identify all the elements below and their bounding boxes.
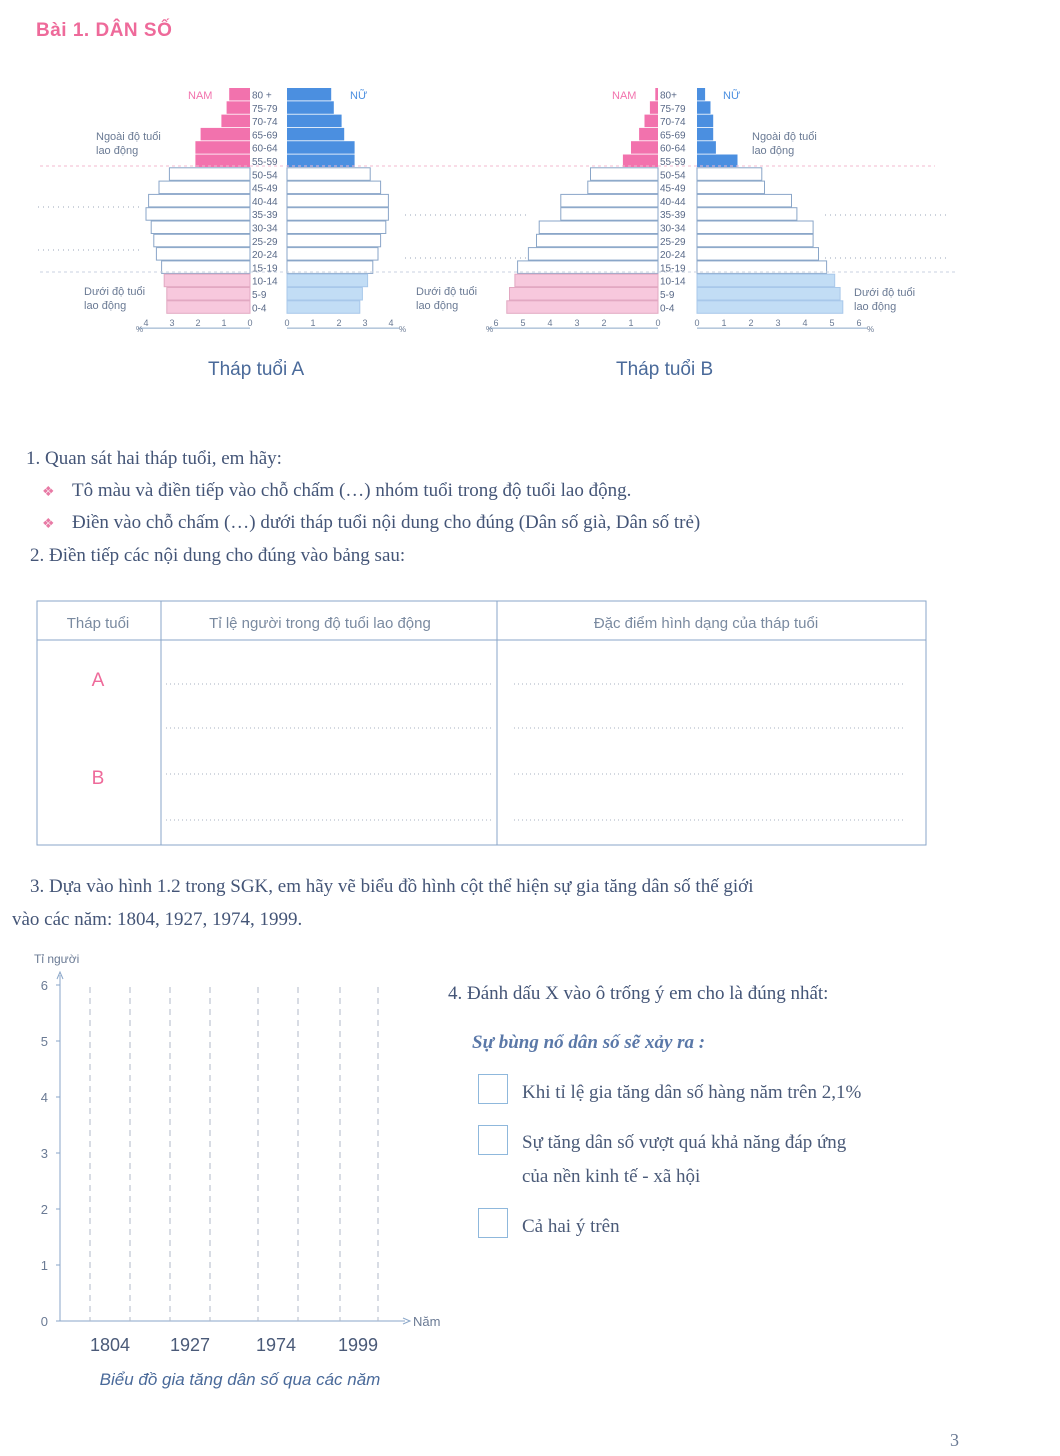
outside-working-label-a1: Ngoài độ tuổi xyxy=(96,131,161,143)
option-1-checkbox[interactable] xyxy=(478,1074,508,1104)
under-working-label-b3: Dưới độ tuổi xyxy=(854,287,916,299)
question-1-item-2: ❖ Điền vào chỗ chấm (…) dưới tháp tuổi nội dung cho đúng (Dân số già, Dân số trẻ) xyxy=(42,512,701,533)
age-label-70-74: 70-74 xyxy=(660,117,686,129)
bar-female-0-4 xyxy=(287,301,360,314)
bar-male-60-64 xyxy=(631,141,658,154)
bar-male-20-24 xyxy=(156,248,250,261)
bar-male-75-79 xyxy=(650,101,658,114)
bar-female-25-29 xyxy=(287,234,381,247)
tick-left-3: 3 xyxy=(574,318,580,329)
age-label-5-9: 5-9 xyxy=(660,290,675,301)
tick-left-1: 1 xyxy=(221,318,227,329)
bar-female-50-54 xyxy=(287,168,370,181)
bar-male-80 + xyxy=(229,88,250,101)
tick-right-6: 6 xyxy=(856,318,862,329)
age-label-55-59: 55-59 xyxy=(252,157,278,168)
question-3-line-1: 3. Dựa vào hình 1.2 trong SGK, em hãy vẽ biểu đồ hình cột thể hiện sự gia tăng dân số thế giới xyxy=(30,876,754,897)
y-tick-2: 2 xyxy=(40,1202,48,1217)
option-3-label: Cả hai ý trên xyxy=(522,1216,620,1237)
age-label-10-14: 10-14 xyxy=(252,276,278,288)
bar-male-40-44 xyxy=(149,194,250,207)
outside-working-label-b1: Ngoài độ tuổi xyxy=(752,131,817,143)
age-label-75-79: 75-79 xyxy=(660,103,686,115)
bar-male-70-74 xyxy=(221,115,250,128)
bar-male-80+ xyxy=(655,88,658,101)
bar-male-35-39 xyxy=(146,208,250,221)
bar-female-80+ xyxy=(697,88,705,101)
age-label-55-59: 55-59 xyxy=(660,157,686,168)
y-tick-0: 0 xyxy=(40,1314,48,1329)
percent-left: % xyxy=(486,325,494,335)
bar-male-25-29 xyxy=(154,234,250,247)
age-label-15-19: 15-19 xyxy=(252,263,278,275)
bar-male-65-69 xyxy=(201,128,250,140)
bar-female-30-34 xyxy=(697,221,813,234)
percent-left: % xyxy=(136,325,144,335)
bar-male-25-29 xyxy=(537,234,659,247)
bar-female-75-79 xyxy=(697,101,711,114)
question-3-line-2: vào các năm: 1804, 1927, 1974, 1999. xyxy=(12,909,303,930)
age-pyramids xyxy=(0,70,1060,400)
under-working-label-a2: lao động xyxy=(84,300,127,312)
option-3-checkbox[interactable] xyxy=(478,1208,508,1238)
bar-male-60-64 xyxy=(195,141,250,154)
tick-left-4: 4 xyxy=(547,318,553,329)
tick-right-1: 1 xyxy=(310,318,316,329)
bar-male-50-54 xyxy=(591,168,659,181)
age-label-60-64: 60-64 xyxy=(252,143,278,155)
age-label-40-44: 40-44 xyxy=(252,196,278,208)
tick-left-3: 3 xyxy=(169,318,175,329)
bullet-icon: ❖ xyxy=(42,517,55,532)
bar-male-0-4 xyxy=(507,301,658,314)
option-2-label: Sự tăng dân số vượt quá khả năng đáp ứng xyxy=(522,1132,847,1153)
percent-right: % xyxy=(399,325,407,335)
tick-left-0: 0 xyxy=(247,318,253,329)
bar-female-60-64 xyxy=(697,141,716,154)
tick-right-4: 4 xyxy=(802,318,808,329)
bar-female-20-24 xyxy=(287,248,378,261)
bar-female-55-59 xyxy=(287,155,355,168)
bar-female-55-59 xyxy=(697,155,738,168)
age-label-0-4: 0-4 xyxy=(252,303,267,315)
tick-left-2: 2 xyxy=(195,318,201,329)
tick-left-6: 6 xyxy=(493,318,499,329)
bar-female-45-49 xyxy=(697,181,765,194)
bar-male-55-59 xyxy=(195,155,250,168)
bar-male-75-79 xyxy=(227,101,250,114)
age-label-45-49: 45-49 xyxy=(252,183,278,195)
bar-female-45-49 xyxy=(287,181,381,194)
bar-male-10-14 xyxy=(164,274,250,287)
age-label-45-49: 45-49 xyxy=(660,183,686,195)
bar-male-30-34 xyxy=(151,221,250,234)
tick-left-5: 5 xyxy=(520,318,526,329)
outside-working-label-b2: lao động xyxy=(752,145,795,157)
bar-male-20-24 xyxy=(528,248,658,261)
question-4-subtitle: Sự bùng nổ dân số sẽ xảy ra : xyxy=(472,1032,706,1053)
age-label-80+: 80+ xyxy=(660,90,677,102)
y-tick-5: 5 xyxy=(40,1034,48,1049)
age-label-20-24: 20-24 xyxy=(660,250,686,262)
female-label: NỮ xyxy=(723,90,741,102)
age-label-65-69: 65-69 xyxy=(660,130,686,142)
tick-right-3: 3 xyxy=(362,318,368,329)
bar-female-40-44 xyxy=(287,194,388,207)
bar-female-35-39 xyxy=(697,208,797,221)
table-header-2: Tỉ lệ người trong độ tuổi lao động xyxy=(209,615,431,632)
tick-left-0: 0 xyxy=(655,318,661,329)
tick-right-5: 5 xyxy=(829,318,835,329)
x-axis-label: Năm xyxy=(413,1314,441,1329)
tick-right-0: 0 xyxy=(284,318,290,329)
age-label-40-44: 40-44 xyxy=(660,196,686,208)
bar-male-35-39 xyxy=(561,208,658,221)
chart-caption: Biểu đồ gia tăng dân số qua các năm xyxy=(99,1370,381,1389)
bar-female-80 + xyxy=(287,88,331,101)
pyramid-a xyxy=(136,88,406,334)
y-axis-label: Tỉ người xyxy=(34,952,80,966)
under-working-label-b2: lao động xyxy=(416,300,459,312)
percent-right: % xyxy=(867,325,875,335)
table-row-a: A xyxy=(91,670,105,691)
question-2-title: 2. Điền tiếp các nội dung cho đúng vào bảng sau: xyxy=(30,545,406,566)
age-label-10-14: 10-14 xyxy=(660,276,686,288)
outside-working-label-a2: lao động xyxy=(96,145,139,157)
table-header-1: Tháp tuổi xyxy=(66,615,130,632)
male-label: NAM xyxy=(612,90,637,102)
under-working-label-b4: lao động xyxy=(854,301,897,313)
year-label-1974: 1974 xyxy=(255,1335,297,1355)
bar-male-65-69 xyxy=(639,128,658,140)
bar-female-70-74 xyxy=(287,115,342,128)
y-tick-6: 6 xyxy=(40,978,48,993)
tick-right-3: 3 xyxy=(775,318,781,329)
bar-female-10-14 xyxy=(287,274,368,287)
lesson-title: Bài 1. DÂN SỐ xyxy=(36,20,173,41)
pyramid-b-caption: Tháp tuổi B xyxy=(616,359,714,380)
option-1-label: Khi tỉ lệ gia tăng dân số hàng năm trên 2,1% xyxy=(522,1082,862,1103)
question-1-title: 1. Quan sát hai tháp tuổi, em hãy: xyxy=(26,448,282,469)
age-label-50-54: 50-54 xyxy=(660,170,686,182)
male-label: NAM xyxy=(188,90,213,102)
age-label-20-24: 20-24 xyxy=(252,250,278,262)
bar-male-50-54 xyxy=(169,168,250,181)
tick-right-4: 4 xyxy=(388,318,394,329)
bar-female-20-24 xyxy=(697,248,819,261)
pyramid-b xyxy=(486,88,874,334)
pyramid-a-caption: Tháp tuổi A xyxy=(208,359,305,380)
age-label-75-79: 75-79 xyxy=(252,103,278,115)
bar-male-45-49 xyxy=(588,181,658,194)
tick-left-1: 1 xyxy=(628,318,634,329)
age-label-80 +: 80 + xyxy=(252,90,272,102)
year-label-1927: 1927 xyxy=(169,1335,211,1355)
y-tick-4: 4 xyxy=(40,1090,48,1105)
tick-right-2: 2 xyxy=(748,318,754,329)
bar-female-40-44 xyxy=(697,194,792,207)
tick-right-2: 2 xyxy=(336,318,342,329)
question-1-item-1: ❖ Tô màu và điền tiếp vào chỗ chấm (…) nhóm tuổi trong độ tuổi lao động. xyxy=(42,480,632,501)
age-label-25-29: 25-29 xyxy=(660,236,686,248)
age-label-35-39: 35-39 xyxy=(252,210,278,222)
page-number: 3 xyxy=(950,1430,959,1450)
bar-male-10-14 xyxy=(515,274,658,287)
bar-female-65-69 xyxy=(287,128,344,140)
bar-female-25-29 xyxy=(697,234,813,247)
bar-female-65-69 xyxy=(697,128,713,140)
age-label-30-34: 30-34 xyxy=(252,223,278,235)
table-row-b: B xyxy=(91,768,105,789)
bar-male-5-9 xyxy=(510,288,659,301)
y-tick-3: 3 xyxy=(40,1146,48,1161)
age-label-25-29: 25-29 xyxy=(252,236,278,248)
age-label-50-54: 50-54 xyxy=(252,170,278,182)
age-label-0-4: 0-4 xyxy=(660,303,675,315)
bar-female-0-4 xyxy=(697,301,843,314)
bar-male-55-59 xyxy=(623,155,658,168)
age-label-30-34: 30-34 xyxy=(660,223,686,235)
bar-female-10-14 xyxy=(697,274,835,287)
option-2-checkbox[interactable] xyxy=(478,1125,508,1155)
bar-female-5-9 xyxy=(287,288,362,301)
bar-female-75-79 xyxy=(287,101,334,114)
age-label-15-19: 15-19 xyxy=(660,263,686,275)
bar-male-70-74 xyxy=(645,115,659,128)
year-label-1804: 1804 xyxy=(89,1335,131,1355)
bar-male-30-34 xyxy=(539,221,658,234)
bar-male-5-9 xyxy=(167,288,250,301)
answer-table xyxy=(36,600,931,848)
question-4-title: 4. Đánh dấu X vào ô trống ý em cho là đúng nhất: xyxy=(448,983,829,1004)
option-2-label-cont: của nền kinh tế - xã hội xyxy=(522,1166,701,1187)
tick-right-0: 0 xyxy=(694,318,700,329)
tick-left-4: 4 xyxy=(143,318,149,329)
tick-right-1: 1 xyxy=(721,318,727,329)
bar-male-40-44 xyxy=(561,194,658,207)
bar-female-35-39 xyxy=(287,208,388,221)
age-label-60-64: 60-64 xyxy=(660,143,686,155)
under-working-label-a1: Dưới độ tuổi xyxy=(84,286,146,298)
bar-female-50-54 xyxy=(697,168,762,181)
bar-male-0-4 xyxy=(167,301,250,314)
age-label-5-9: 5-9 xyxy=(252,290,267,301)
y-tick-1: 1 xyxy=(40,1258,48,1273)
tick-left-2: 2 xyxy=(601,318,607,329)
bar-female-5-9 xyxy=(697,288,840,301)
table-header-3: Đặc điểm hình dạng của tháp tuổi xyxy=(593,615,819,632)
population-chart xyxy=(0,945,460,1405)
age-label-35-39: 35-39 xyxy=(660,210,686,222)
age-label-65-69: 65-69 xyxy=(252,130,278,142)
bar-male-45-49 xyxy=(159,181,250,194)
under-working-label-b1: Dưới độ tuổi xyxy=(416,286,478,298)
year-label-1999: 1999 xyxy=(337,1335,379,1355)
bar-female-60-64 xyxy=(287,141,355,154)
female-label: NỮ xyxy=(350,90,368,102)
bullet-icon: ❖ xyxy=(42,485,55,500)
age-label-70-74: 70-74 xyxy=(252,117,278,129)
bar-female-70-74 xyxy=(697,115,713,128)
bar-female-30-34 xyxy=(287,221,386,234)
